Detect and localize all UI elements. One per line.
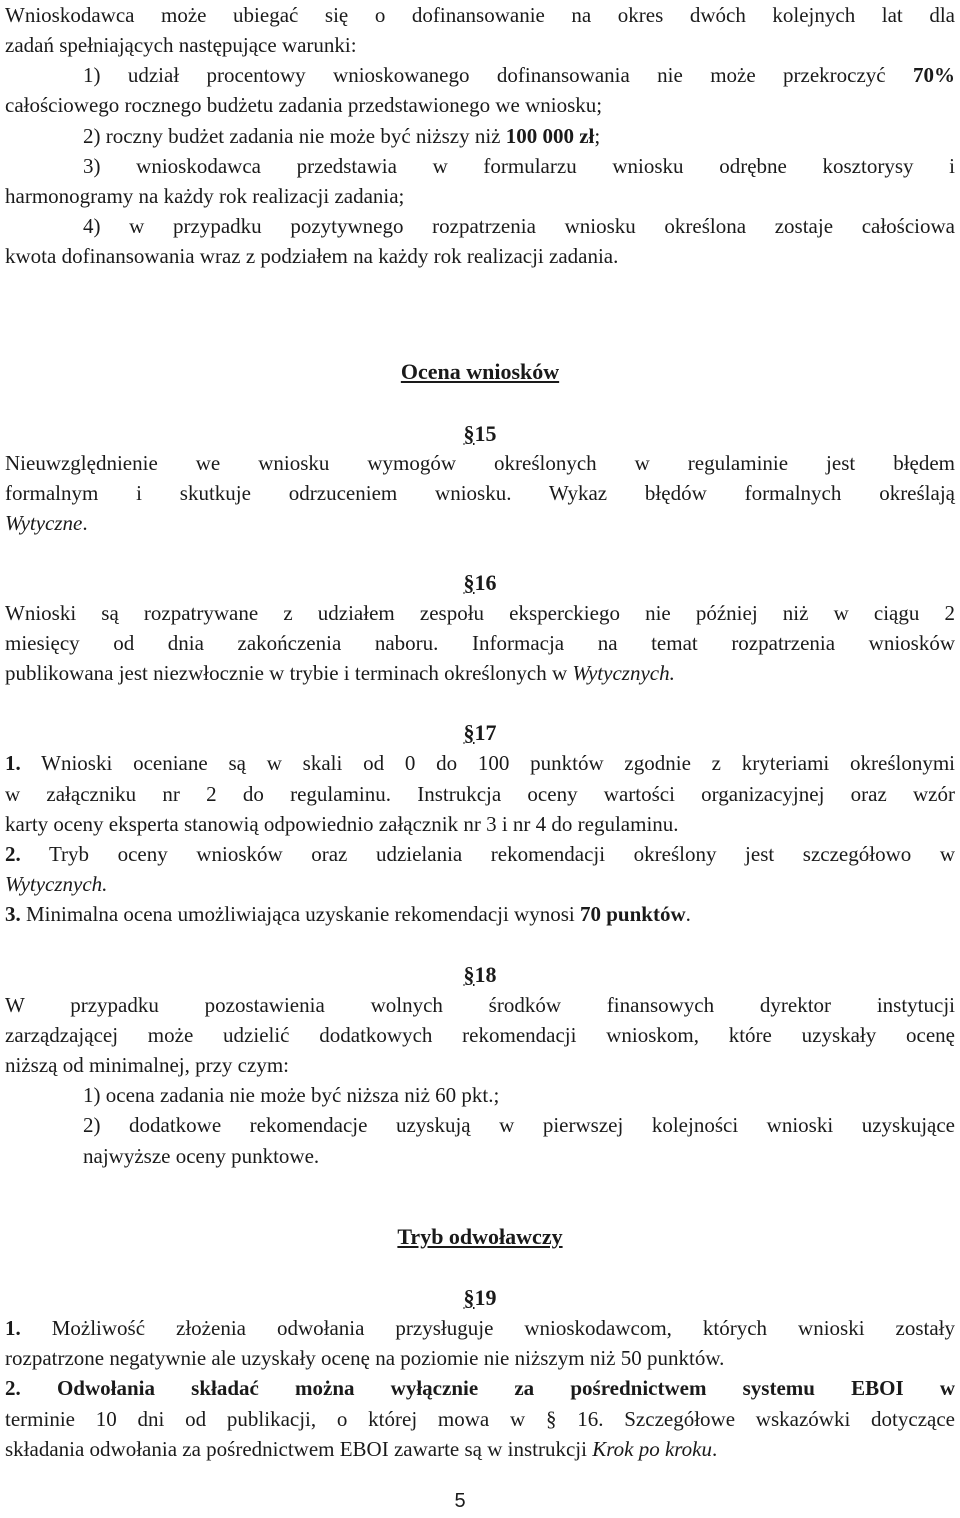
paragraph-17-line: 3. Minimalna ocena umożliwiająca uzyskanie rekomendacji wynosi 70 punktów.: [5, 902, 691, 926]
condition-4: 4) w przypadku pozytywnego rozpatrzenia wniosku określona zostaje całościowa: [83, 214, 955, 238]
paragraph-17-line: 1. Wnioski oceniane są w skali od 0 do 100 punktów zgodnie z kryteriami określonymi: [5, 751, 955, 775]
paragraph-15-line: formalnym i skutkuje odrzuceniem wniosku. Wykaz błędów formalnych określają: [5, 481, 955, 505]
paragraph-17-title: §17: [463, 720, 497, 745]
paragraph-15-title: §15: [463, 421, 497, 446]
paragraph-18-line: niższą od minimalnej, przy czym:: [5, 1053, 289, 1077]
paragraph-19-line: składania odwołania za pośrednictwem EBOI zawarte są w instrukcji Krok po kroku.: [5, 1437, 718, 1461]
paragraph-18-title: §18: [463, 962, 497, 987]
paragraph-17-line: 2. Tryb oceny wniosków oraz udzielania rekomendacji określony jest szczegółowo w: [5, 842, 955, 866]
paragraph-19-line: 2. Odwołania składać można wyłącznie za pośrednictwem systemu EBOI w: [5, 1376, 956, 1400]
percent-value: 70%: [913, 63, 956, 87]
paragraph-16-line: Wnioski są rozpatrywane z udziałem zespołu eksperckiego nie później niż w ciągu 2: [5, 601, 955, 625]
condition-1: 1) udział procentowy wnioskowanego dofinansowania nie może przekroczyć 70%: [83, 63, 956, 87]
paragraph-15-line: Wytyczne.: [5, 511, 88, 535]
paragraph-18-item-cont: najwyższe oceny punktowe.: [83, 1144, 320, 1168]
paragraph-19-line: terminie 10 dni od publikacji, o której mowa w § 16. Szczegółowe wskazówki dotyczące: [5, 1407, 955, 1431]
intro-line: zadań spełniających następujące warunki:: [5, 33, 357, 57]
paragraph-16-line: publikowana jest niezwłocznie w trybie i terminach określonych w Wytycznych.: [5, 661, 675, 685]
paragraph-15-line: Nieuwzględnienie we wniosku wymogów określonych w regulaminie jest błędem: [5, 451, 955, 475]
condition-1-cont: całościowego rocznego budżetu zadania przedstawionego we wniosku;: [5, 93, 603, 117]
paragraph-16-title: §16: [463, 570, 497, 595]
paragraph-17-line: karty oceny eksperta stanowią odpowiednio załącznik nr 3 i nr 4 do regulaminu.: [5, 812, 679, 836]
section-heading-ocena: Ocena wniosków: [400, 359, 560, 384]
paragraph-17-line: w załączniku nr 2 do regulaminu. Instrukcja oceny wartości organizacyjnej oraz wzór: [5, 782, 955, 806]
budget-value: 100 000 zł: [505, 124, 595, 148]
section-heading-tryb: Tryb odwoławczy: [397, 1224, 563, 1249]
paragraph-19-line: rozpatrzone negatywnie ale uzyskały ocenę na poziomie nie niższym niż 50 punktów.: [5, 1346, 725, 1370]
paragraph-16-line: miesięcy od dnia zakończenia naboru. Informacja na temat rozpatrzenia wniosków: [5, 631, 955, 655]
condition-4-cont: kwota dofinansowania wraz z podziałem na każdy rok realizacji zadania.: [5, 244, 619, 268]
paragraph-19-line: 1. Możliwość złożenia odwołania przysługuje wnioskodawcom, których wnioski zostały: [5, 1316, 955, 1340]
paragraph-18-item: 2) dodatkowe rekomendacje uzyskują w pierwszej kolejności wnioski uzyskujące: [83, 1113, 955, 1137]
page-number: 5: [454, 1490, 466, 1512]
condition-2: 2) roczny budżet zadania nie może być niższy niż 100 000 zł;: [83, 124, 601, 148]
paragraph-19-title: §19: [463, 1285, 497, 1310]
paragraph-18-line: W przypadku pozostawienia wolnych środków finansowych dyrektor instytucji: [5, 993, 955, 1017]
paragraph-18-line: zarządzającej może udzielić dodatkowych rekomendacji wnioskom, które uzyskały ocenę: [5, 1023, 955, 1047]
condition-3-cont: harmonogramy na każdy rok realizacji zadania;: [5, 184, 405, 208]
paragraph-17-line: Wytycznych.: [5, 872, 108, 896]
condition-3: 3) wnioskodawca przedstawia w formularzu wniosku odrębne kosztorysy i: [83, 154, 955, 178]
paragraph-18-item: 1) ocena zadania nie może być niższa niż 60 pkt.;: [83, 1083, 500, 1107]
intro-line: Wnioskodawca może ubiegać się o dofinansowanie na okres dwóch kolejnych lat dla: [5, 3, 955, 27]
